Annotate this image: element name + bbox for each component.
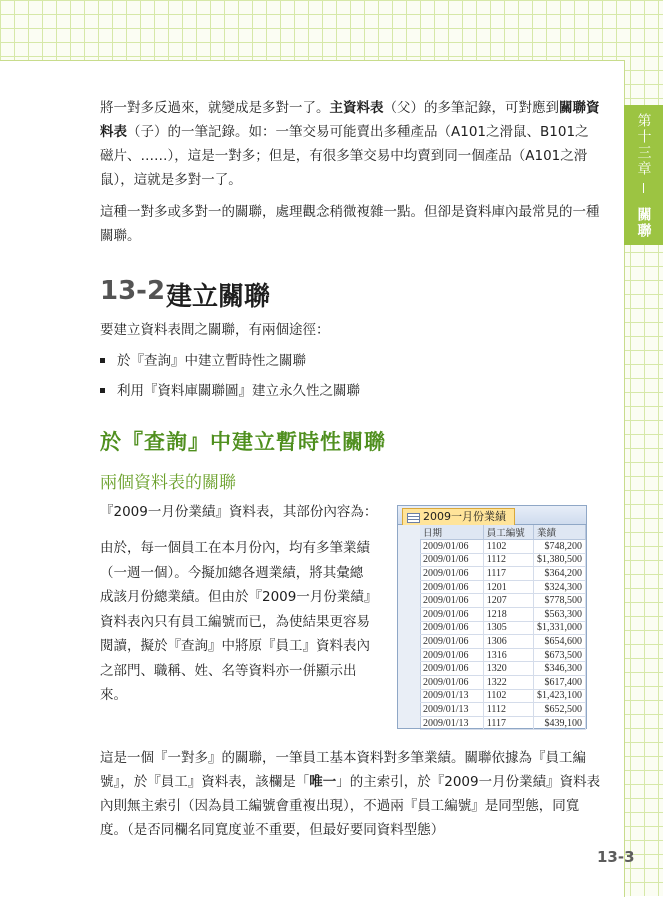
table-row[interactable] [420, 567, 586, 581]
section-intro: 要建立資料表間之關聯，有兩個途徑： [100, 322, 330, 338]
cell-date[interactable]: 2009/01/06 [420, 662, 483, 676]
intro-paragraph-1: 將一對多反過來，就變成是多對一了。主資料表（父）的多筆記錄，可對應到關聯資料表（子）的一筆記錄。如：一筆交易可能賣出多種產品（A101之滑鼠、B101之磁片、……），這是一對多；但是，有很多筆交易中均賣到同一個產品（A101之滑鼠），這就是多對一了。 [100, 100, 600, 188]
datasheet-table [420, 525, 586, 730]
cell-performance[interactable]: $652,500 [533, 703, 585, 717]
cell-employee-id[interactable]: 1112 [483, 703, 533, 717]
cell-employee-id[interactable]: 1306 [483, 635, 533, 649]
bullet-dot-icon [100, 358, 105, 363]
bullet-dot-icon [100, 388, 105, 393]
cell-employee-id[interactable]: 1117 [483, 716, 533, 730]
cell-employee-id[interactable]: 1320 [483, 662, 533, 676]
table-row[interactable] [420, 594, 586, 608]
cell-date[interactable]: 2009/01/06 [420, 594, 483, 608]
chapter-side-tab [624, 105, 663, 245]
datasheet-tabbar [398, 506, 586, 525]
table-row[interactable] [420, 648, 586, 662]
cell-date[interactable]: 2009/01/06 [420, 675, 483, 689]
cell-performance[interactable]: $346,300 [533, 662, 585, 676]
cell-employee-id[interactable]: 1316 [483, 648, 533, 662]
cell-performance[interactable]: $778,500 [533, 594, 585, 608]
column-header-performance[interactable]: 業績 [533, 525, 585, 540]
cell-date[interactable]: 2009/01/06 [420, 607, 483, 621]
cell-date[interactable]: 2009/01/06 [420, 621, 483, 635]
header-row [420, 525, 586, 540]
column-header-date[interactable]: 日期 [420, 525, 483, 540]
cell-date[interactable]: 2009/01/06 [420, 648, 483, 662]
cell-employee-id[interactable]: 1102 [483, 689, 533, 703]
table-row[interactable] [420, 607, 586, 621]
cell-date[interactable]: 2009/01/06 [420, 567, 483, 581]
datasheet-body [398, 525, 586, 728]
subsection-heading: 於『查詢』中建立暫時性關聯 [100, 430, 386, 454]
closing-paragraph: 這是一個『一對多』的關聯，一筆員工基本資料對多筆業績。關聯依據為『員工編號』，於『員工』資料表，該欄是「唯一」的主索引，於『2009一月份業績』資料表內則無主索引（因為員工編號會重複出現），不過兩『員工編號』是同型態，同寬度。（是否同欄名同寬度並不重要，但最好要同資料型態） [100, 750, 601, 838]
cell-employee-id[interactable]: 1117 [483, 567, 533, 581]
table-icon [407, 513, 420, 523]
cell-performance[interactable]: $1,331,000 [533, 621, 585, 635]
cell-employee-id[interactable]: 1305 [483, 621, 533, 635]
datasheet-window [397, 505, 587, 729]
cell-performance[interactable]: $1,423,100 [533, 689, 585, 703]
section-number: 13-2 [100, 276, 166, 306]
table-row[interactable] [420, 540, 586, 554]
table-row[interactable] [420, 675, 586, 689]
cell-performance[interactable]: $673,500 [533, 648, 585, 662]
cell-performance[interactable]: $1,380,500 [533, 553, 585, 567]
section-title: 建立關聯 [166, 282, 271, 312]
cell-date[interactable]: 2009/01/13 [420, 716, 483, 730]
cell-date[interactable]: 2009/01/06 [420, 553, 483, 567]
body-lead: 『2009一月份業績』資料表，其部份內容為： [100, 504, 378, 520]
cell-performance[interactable]: $563,300 [533, 607, 585, 621]
chapter-label: 第十三章 [635, 113, 652, 177]
table-row[interactable] [420, 662, 586, 676]
cell-employee-id[interactable]: 1112 [483, 553, 533, 567]
cell-performance[interactable]: $654,600 [533, 635, 585, 649]
table-row[interactable] [420, 689, 586, 703]
bullet-item: 於『查詢』中建立暫時性之關聯 [100, 350, 306, 372]
cell-employee-id[interactable]: 1218 [483, 607, 533, 621]
cell-performance[interactable]: $617,400 [533, 675, 585, 689]
cell-performance[interactable]: $364,200 [533, 567, 585, 581]
cell-employee-id[interactable]: 1201 [483, 580, 533, 594]
chapter-topic: 關聯 [635, 207, 652, 239]
cell-date[interactable]: 2009/01/13 [420, 703, 483, 717]
body-paragraph: 由於，每一個員工在本月份內，均有多筆業績（一週一個）。今擬加總各週業績，將其彙總成該月份總業績。但由於『2009一月份業績』資料表內只有員工編號而已，為使結果更容易閱讀，擬於『查詢』中將原『員工』資料表內之部門、職稱、姓、名等資料亦一併顯示出來。 [100, 540, 371, 703]
cell-performance[interactable]: $439,100 [533, 716, 585, 730]
cell-date[interactable]: 2009/01/06 [420, 540, 483, 554]
cell-employee-id[interactable]: 1102 [483, 540, 533, 554]
cell-performance[interactable]: $748,200 [533, 540, 585, 554]
table-row[interactable] [420, 553, 586, 567]
cell-performance[interactable]: $324,300 [533, 580, 585, 594]
cell-employee-id[interactable]: 1322 [483, 675, 533, 689]
record-selector-column[interactable] [398, 525, 421, 728]
cell-date[interactable]: 2009/01/06 [420, 635, 483, 649]
table-row[interactable] [420, 703, 586, 717]
bullet-item: 利用『資料庫關聯圖』建立永久性之關聯 [100, 380, 360, 402]
cell-date[interactable]: 2009/01/13 [420, 689, 483, 703]
table-row[interactable] [420, 621, 586, 635]
subsubsection-heading: 兩個資料表的關聯 [100, 473, 236, 493]
cell-employee-id[interactable]: 1207 [483, 594, 533, 608]
cell-date[interactable]: 2009/01/06 [420, 580, 483, 594]
table-row[interactable] [420, 580, 586, 594]
intro-paragraph-2: 這種一對多或多對一的關聯，處理觀念稍微複雜一點。但卻是資料庫內最常見的一種關聯。 [100, 204, 600, 244]
table-row[interactable] [420, 716, 586, 730]
page-number: 13-3 [597, 848, 635, 866]
datasheet-tab-label: 2009一月份業績 [423, 510, 506, 523]
tab-divider [643, 183, 644, 193]
table-row[interactable] [420, 635, 586, 649]
datasheet-tab[interactable] [402, 508, 515, 526]
column-header-employee-id[interactable]: 員工編號 [483, 525, 533, 540]
